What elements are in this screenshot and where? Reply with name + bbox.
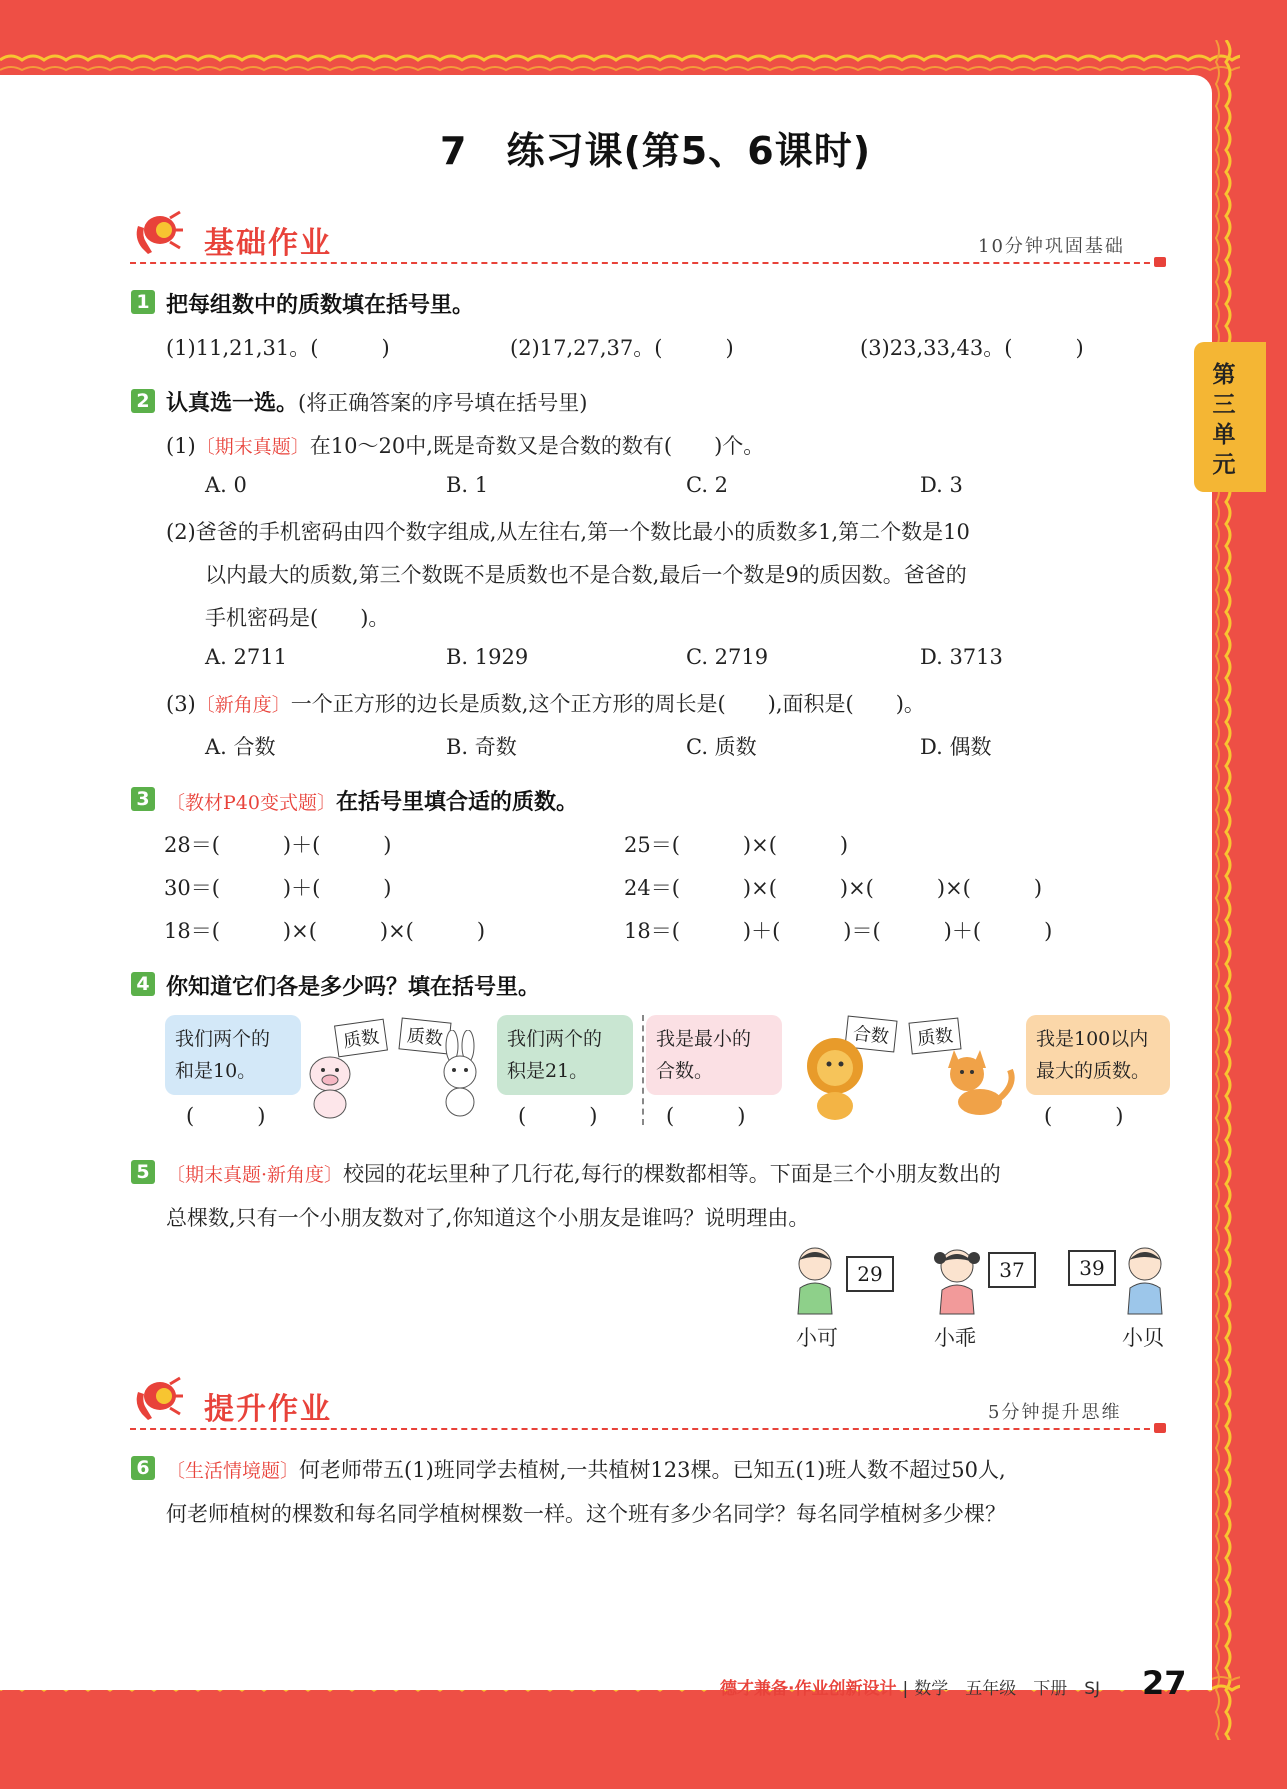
q3-left-3: 18＝( )×( )×( ): [164, 919, 486, 943]
q2-p1-option-d: D. 3: [920, 473, 963, 497]
question-5-number: 5: [131, 1160, 155, 1184]
q4-bubble-4-line-1: 我是100以内: [1036, 1028, 1149, 1050]
q2-p1-option-a: A. 0: [205, 473, 247, 497]
section-advanced-divider-end: [1154, 1423, 1166, 1433]
section-advanced-divider: [130, 1428, 1160, 1430]
footer-credit: [720, 1674, 1100, 1699]
q1-item-1: (1)11,21,31。( ): [166, 336, 390, 360]
q4-bubble-1-line-1: 我们两个的: [175, 1028, 271, 1050]
q2-p2-option-a: A. 2711: [205, 645, 287, 669]
q2-part-2-line-1: (2)爸爸的手机密码由四个数字组成,从左往右,第一个数比最小的质数多1,第二个数是10: [166, 520, 970, 544]
section-advanced-title: 提升作业: [204, 1392, 332, 1427]
kid-xiaoke-name: 小可: [796, 1326, 838, 1350]
section-basic-divider-end: [1154, 257, 1166, 267]
question-3-text: 在括号里填合适的质数。: [335, 790, 578, 815]
q2-part-1-tag: 〔期末真题〕: [195, 436, 310, 458]
question-2-note: (将正确答案的序号填在括号里): [298, 391, 588, 415]
question-1-text: 把每组数中的质数填在括号里。: [166, 293, 475, 318]
section-basic-divider: [130, 262, 1160, 264]
q2-part-1-text: 在10～20中,既是奇数又是合数的数有( )个。: [309, 434, 765, 458]
section-basic-note: 10分钟巩固基础: [978, 236, 1125, 257]
q4-bubble-2-line-1: 我们两个的: [507, 1028, 603, 1050]
question-2-heading: [166, 386, 587, 417]
q4-bubble-2: [497, 1015, 633, 1095]
q4-blank-4: ( ): [1044, 1104, 1124, 1128]
q2-p1-option-b: B. 1: [446, 473, 489, 497]
kid-xiaoke-count: 29: [846, 1256, 894, 1292]
q2-part-2-line-3: 手机密码是( )。: [205, 606, 390, 630]
q2-p3-option-b: B. 奇数: [446, 735, 517, 759]
q4-sign-1: 质数: [334, 1019, 388, 1058]
q2-p3-option-d: D. 偶数: [920, 735, 992, 759]
question-1-number: 1: [131, 290, 155, 314]
kid-xiaoguai-icon: [930, 1244, 984, 1316]
q3-right-2: 24＝( )×( )×( )×( ): [624, 876, 1043, 900]
rabbit-icon: [430, 1030, 490, 1120]
q4-sign-4: 质数: [908, 1017, 961, 1054]
q5-line-1: [166, 1158, 1001, 1188]
q4-bubble-4-line-2: 最大的质数。: [1036, 1060, 1151, 1082]
question-3-heading: [166, 785, 578, 816]
q4-bubble-2-line-2: 积是21。: [507, 1060, 589, 1082]
page-title: 7 练习课(第5、6课时): [440, 129, 872, 173]
q2-part-1: [166, 430, 764, 460]
question-3-number: 3: [131, 787, 155, 811]
question-4-text: 你知道它们各是多少吗？填在括号里。: [166, 975, 541, 1000]
question-2-number: 2: [131, 389, 155, 413]
q4-blank-2: ( ): [518, 1104, 598, 1128]
q2-p2-option-d: D. 3713: [920, 645, 1003, 669]
page-number: 27: [1142, 1664, 1187, 1702]
section-basic-title: 基础作业: [204, 226, 332, 261]
question-6-number: 6: [131, 1456, 155, 1480]
q4-bubble-3: [646, 1015, 782, 1095]
q2-part-3-text: 一个正方形的边长是质数,这个正方形的周长是( ),面积是( )。: [290, 692, 925, 716]
q2-part-1-prefix: (1): [166, 434, 196, 458]
q3-left-2: 30＝( )＋( ): [164, 876, 392, 900]
q4-bubble-3-line-1: 我是最小的: [656, 1028, 752, 1050]
footer-separator: |: [902, 1679, 909, 1699]
kid-xiaoke-icon: [790, 1244, 840, 1316]
q2-part-3-tag: 〔新角度〕: [195, 694, 291, 716]
q4-divider: [642, 1015, 644, 1125]
q3-right-3: 18＝( )＋( )＝( )＋( ): [624, 919, 1053, 943]
megaphone-icon-2: [130, 1374, 184, 1426]
question-3-tag: 〔教材P40变式题〕: [166, 792, 336, 814]
q2-p3-option-a: A. 合数: [205, 735, 276, 759]
question-6-tag: 〔生活情境题〕: [166, 1460, 300, 1482]
pig-icon: [300, 1050, 360, 1120]
unit-side-tab-label: 第三单元: [1212, 362, 1236, 478]
question-5-text: 校园的花坛里种了几行花,每行的棵数都相等。下面是三个小朋友数出的: [343, 1162, 1001, 1186]
q4-bubble-4: [1026, 1015, 1170, 1095]
kid-xiaobei-count: 39: [1068, 1250, 1116, 1286]
q3-left-1: 28＝( )＋( ): [164, 833, 392, 857]
q2-part-3-prefix: (3): [166, 692, 196, 716]
megaphone-icon: [130, 208, 184, 260]
q4-blank-3: ( ): [666, 1104, 746, 1128]
kid-xiaobei-name: 小贝: [1122, 1326, 1164, 1350]
cat-icon: [940, 1040, 1020, 1120]
q4-sign-2: 质数: [398, 1017, 451, 1054]
q2-p2-option-b: B. 1929: [446, 645, 529, 669]
q1-item-2: (2)17,27,37。( ): [510, 336, 734, 360]
section-advanced-note: 5分钟提升思维: [988, 1402, 1122, 1423]
kid-xiaobei-icon: [1120, 1244, 1170, 1316]
q4-bubble-1-line-2: 和是10。: [175, 1060, 257, 1082]
q6-line-2: 何老师植树的棵数和每名同学植树棵数一样。这个班有多少名同学？每名同学植树多少棵？: [166, 1502, 1006, 1526]
footer-brand: 德才兼备·作业创新设计: [720, 1679, 897, 1699]
q5-line-2: 总棵数,只有一个小朋友数对了,你知道这个小朋友是谁吗？说明理由。: [166, 1206, 810, 1230]
question-4-number: 4: [131, 972, 155, 996]
q3-right-1: 25＝( )×( ): [624, 833, 849, 857]
q2-p2-option-c: C. 2719: [686, 645, 769, 669]
kid-xiaoguai-name: 小乖: [934, 1326, 976, 1350]
q2-part-3: [166, 688, 925, 718]
footer-info: 数学 五年级 下册 SJ: [914, 1679, 1101, 1699]
q1-item-3: (3)23,33,43。( ): [860, 336, 1084, 360]
q4-bubble-3-line-2: 合数。: [656, 1060, 714, 1082]
question-5-tag: 〔期末真题·新角度〕: [166, 1164, 344, 1186]
question-6-text: 何老师带五(1)班同学去植树,一共植树123棵。已知五(1)班人数不超过50人,: [299, 1458, 1006, 1482]
lion-icon: [800, 1032, 870, 1122]
q2-p3-option-c: C. 质数: [686, 735, 757, 759]
q6-line-1: [166, 1454, 1006, 1484]
q2-part-2-line-2: 以内最大的质数,第三个数既不是质数也不是合数,最后一个数是9的质因数。爸爸的: [205, 563, 967, 587]
q4-blank-1: ( ): [186, 1104, 266, 1128]
question-2-text: 认真选一选。: [166, 391, 299, 416]
q4-bubble-1: [165, 1015, 301, 1095]
kid-xiaoguai-count: 37: [988, 1252, 1036, 1288]
q2-p1-option-c: C. 2: [686, 473, 729, 497]
q4-sign-3: 合数: [844, 1015, 897, 1052]
